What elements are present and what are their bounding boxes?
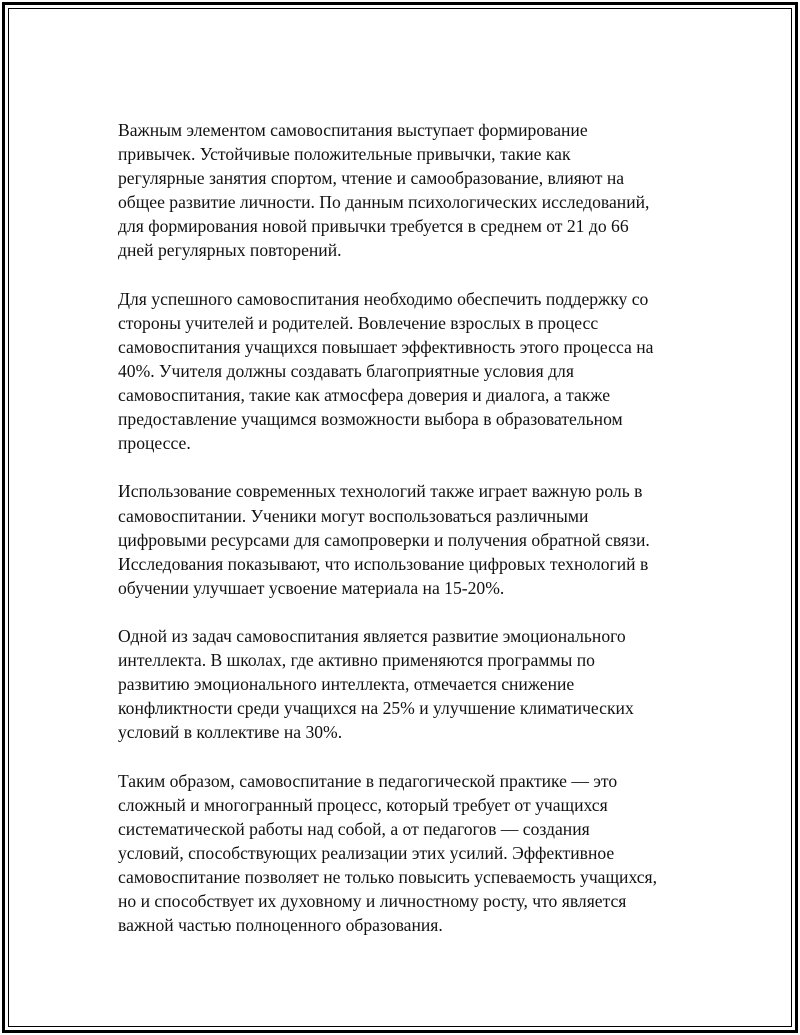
paragraph-technologies: Использование современных технологий также играет важную роль в самовоспитании. Ученики могут воспользоваться различными цифровыми ресурсами для самопроверки и получения обратной связи. Исследования показывают, что использование цифровых технологий в обучении улучшает усвоение материала на 15-20%. [118, 481, 650, 598]
paragraph-support: Для успешного самовоспитания необходимо обеспечить поддержку со стороны учителей и родителей. Вовлечение взрослых в процесс самовоспитания учащихся повышает эффективность этого процесса на 40%. Учителя должны создавать благоприятные условия для самовоспитания, такие как атмосфера доверия и диалога, а также предоставление учащимся возможности выбора в образовательном процессе. [118, 288, 654, 454]
paragraph-habits: Важным элементом самовоспитания выступает формирование привычек. Устойчивые положительные привычки, такие как регулярные занятия спортом, чтение и самообразование, влияют на общее развитие личности. По данным психологических исследований, для формирования новой привычки требуется в среднем от 21 до 66 дней регулярных повторений. [118, 120, 650, 261]
paragraph-conclusion: Таким образом, самовоспитание в педагогической практике — это сложный и многогранный процесс, который требует от учащихся систематической работы над собой, а от педагогов — создания условий, способствующих реализации этих усилий. Эффективное самовоспитание позволяет не только повысить успеваемость учащихся, но и способствует их духовному и личностному росту, что является важной частью полноценного образования. [118, 770, 658, 936]
document-body [118, 118, 698, 937]
paragraph-emotional-intelligence: Одной из задач самовоспитания является развитие эмоционального интеллекта. В школах, где активно применяются программы по развитию эмоционального интеллекта, отмечается снижение конфликтности среди учащихся на 25% и улучшение климатических условий в коллективе на 30%. [118, 625, 634, 743]
